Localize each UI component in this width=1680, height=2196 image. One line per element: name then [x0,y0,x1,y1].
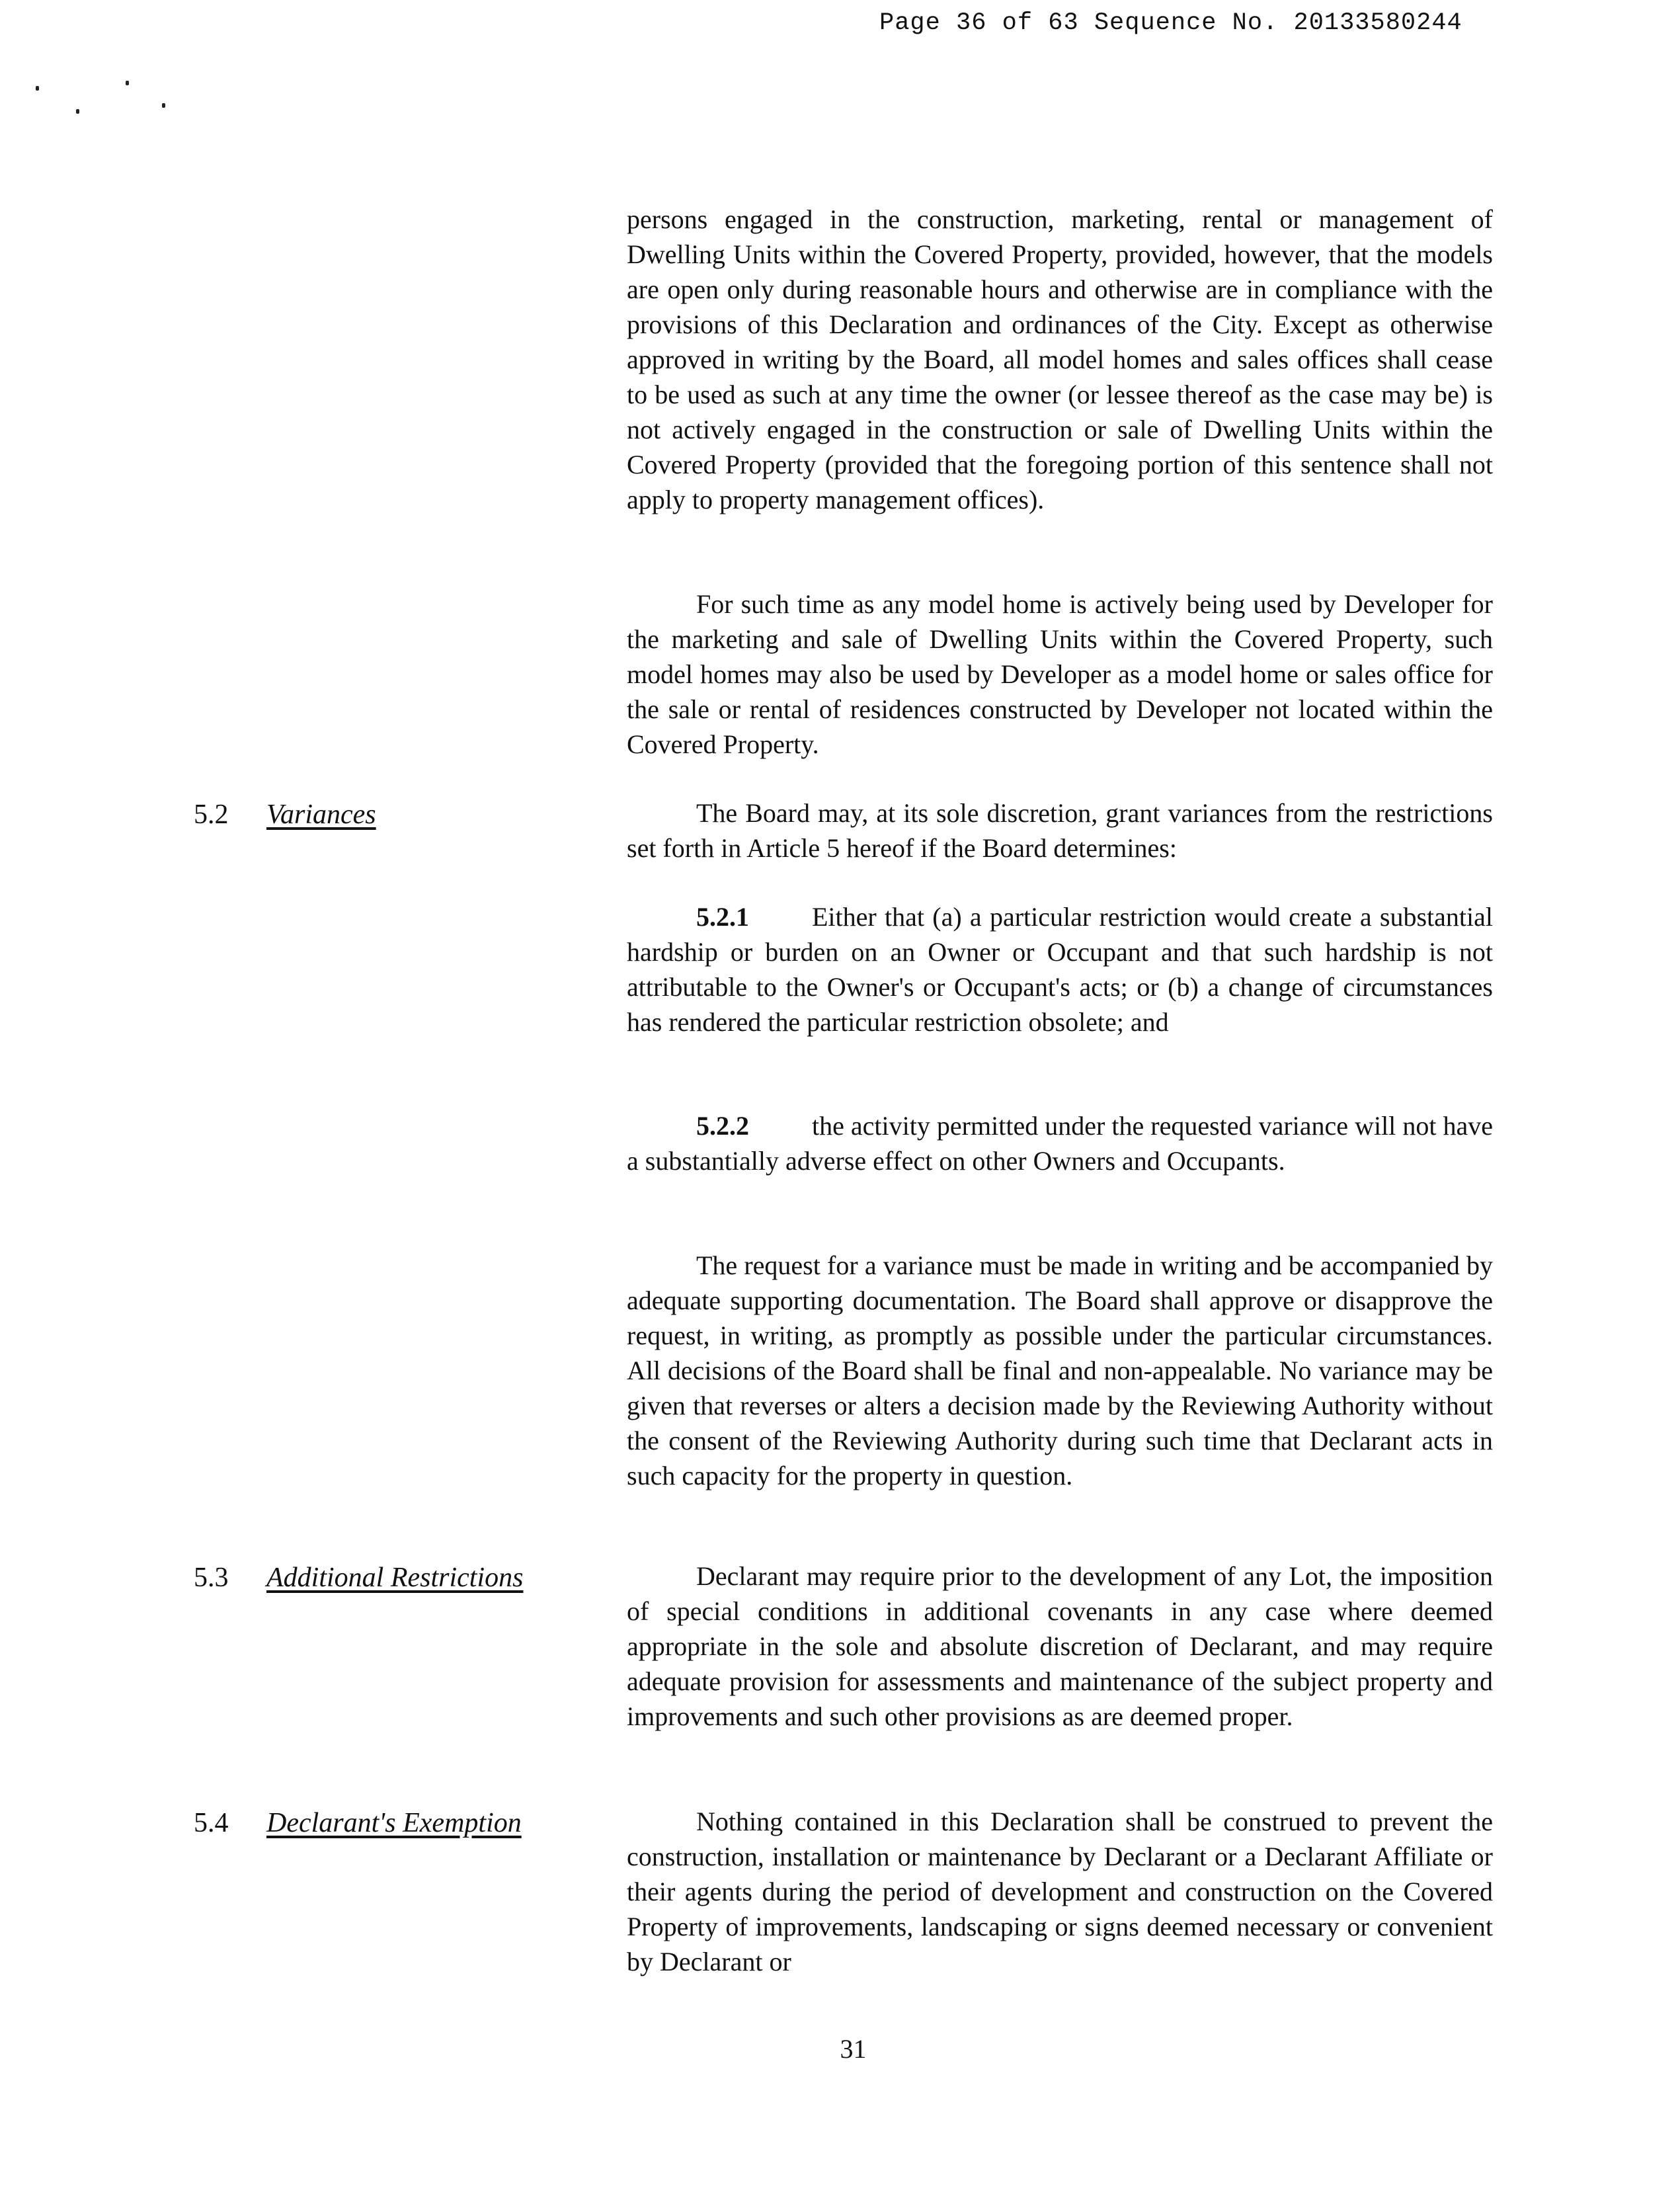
section-heading-5-3 [194,1562,523,1594]
section-heading-5-4 [194,1807,522,1839]
section-title: Additional Restrictions [266,1563,524,1593]
section-number: 5.3 [194,1563,229,1593]
section-5-2-intro: The Board may, at its sole discretion, grant variances from the restrictions set forth in Article 5 hereof if the Board determines: [627,798,1493,863]
section-number: 5.4 [194,1808,229,1838]
scan-specks [26,79,185,119]
section-5-3-text: Declarant may require prior to the development of any Lot, the imposition of special conditions in additional covenants in any case where deemed appropriate in the sole and absolute discretion of Declarant, and may require adequate provision for assessments and maintenance of the subject property and improvements and such other provisions as are deemed proper. [627,1561,1493,1731]
page-number: 31 [840,2034,867,2064]
paragraph-model-homes: persons engaged in the construction, marketing, rental or management of Dwelling Units within the Covered Property, provided, however, that the models are open only during reasonable hours and otherwise are in compliance with the provisions of this Declaration and ordinances of the City. Except as otherwise approved in writing by the Board, all model homes and sales offices shall cease to be used as such at any time the owner (or lessee thereof as the case may be) is not actively engaged in the construction or sale of Dwelling Units within the Covered Property (provided that the foregoing portion of this sentence shall not apply to property management offices). [627,204,1493,514]
scan-speck [162,103,165,108]
subsection-text: the activity permitted under the requested variance will not have a substantially adverse effect on other Owners and Occupants. [627,1111,1493,1176]
subsection-5-2-1 [627,899,1493,1039]
subsection-text: Either that (a) a particular restriction would create a substantial hardship or burden on an Owner or Occupant and that such hardship is not attributable to the Owner's or Occupant's acts; or (b) a change of circumstances has rendered the particular restriction obsolete; and [627,902,1493,1037]
section-title: Variances [266,799,376,830]
subsection-number: 5.2.2 [696,1111,749,1141]
subsection-number: 5.2.1 [696,902,749,932]
section-5-4-text: Nothing contained in this Declaration shall be construed to prevent the construction, installation or maintenance by Declarant or a Declarant Affiliate or their agents during the period of development and construction on the Covered Property of improvements, landscaping or signs deemed necessary or convenient by Declarant or [627,1807,1493,1976]
scan-speck [76,109,79,114]
scan-speck [36,86,39,91]
section-5-2-closing: The request for a variance must be made in writing and be accompanied by adequate supporting documentation. The Board shall approve or disapprove the request, in writing, as promptly as possible under the particular circumstances. All decisions of the Board shall be final and non-appealable. No variance may be given that reverses or alters a decision made by the Reviewing Authority without the consent of the Reviewing Authority during such time that Declarant acts in such capacity for the property in question. [627,1250,1493,1490]
section-number: 5.2 [194,799,229,830]
scan-speck [126,81,129,85]
section-title: Declarant's Exemption [266,1808,522,1838]
page-sequence-header: Page 36 of 63 Sequence No. 20133580244 [879,9,1462,37]
section-heading-5-2 [194,799,376,831]
paragraph-developer-model-homes: For such time as any model home is actively being used by Developer for the marketing and sale of Dwelling Units within the Covered Property, such model homes may also be used by Developer as a model home or sales office for the sale or rental of residences constructed by Developer not located within the Covered Property. [627,589,1493,759]
subsection-5-2-2 [627,1108,1493,1178]
